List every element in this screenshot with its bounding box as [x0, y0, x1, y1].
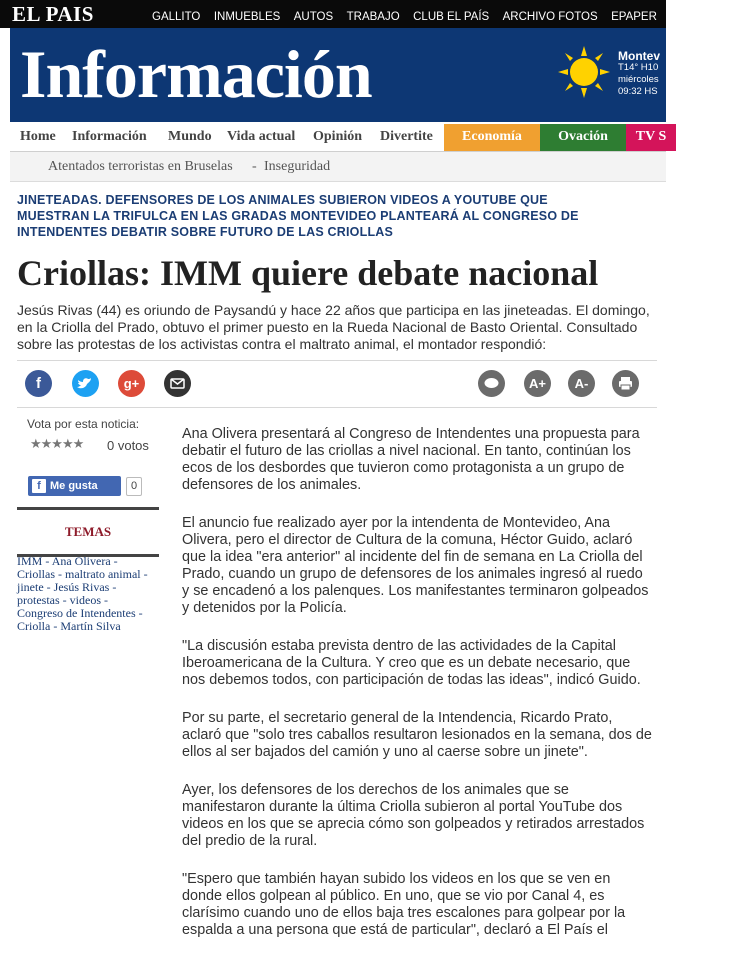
- article-paragraph: Ayer, los defensores de los derechos de los animales que se manifestaron durante la última Criolla subieron al portal YouTube dos videos en los que se aprecia cómo son golpeados y retirados arrestados del predio de la rural.: [182, 782, 645, 849]
- nav-tv-show[interactable]: TV S: [626, 124, 676, 151]
- tema-link[interactable]: Criolla: [17, 619, 51, 633]
- article-paragraph: Por su parte, el secretario general de la Intendencia, Ricardo Prato, aclaró que "solo tres caballos resultaron lesionados en la semana, dos de ellos al ser bajados del camión y uno al caerse sobre un jinete".: [182, 710, 652, 760]
- facebook-icon[interactable]: f: [25, 370, 52, 397]
- facebook-like-icon: f: [32, 479, 46, 493]
- nav-mundo[interactable]: Mundo: [168, 129, 212, 144]
- weather-city: Montev: [618, 49, 660, 63]
- tema-link[interactable]: jinete: [17, 580, 44, 594]
- weather-day: miércoles: [618, 74, 659, 85]
- weather-widget[interactable]: [618, 50, 660, 98]
- nav-informacion[interactable]: Información: [72, 129, 147, 144]
- font-decrease-icon[interactable]: A-: [568, 370, 595, 397]
- top-bar: [0, 0, 725, 28]
- weather-temp: T14° H10: [618, 62, 659, 73]
- google-plus-icon[interactable]: g+: [118, 370, 145, 397]
- facebook-like-count: 0: [126, 477, 142, 496]
- comment-icon[interactable]: [478, 370, 505, 397]
- article-kicker: JINETEADAS. DEFENSORES DE LOS ANIMALES SUBIERON VIDEOS A YOUTUBE QUE MUESTRAN LA TRIFULCA EN LAS GRADAS MONTEVIDEO PLANTEARÁ AL CONGRESO DE INTENDENTES DEBATIR SOBRE FUTURO DE LAS CRIOLLAS: [17, 193, 579, 239]
- topics-bar: [10, 152, 666, 182]
- tema-link[interactable]: Ana Olivera: [51, 554, 111, 568]
- article-paragraph: "La discusión estaba prevista dentro de las actividades de la Capital Iberoamericana de la Cultura. Y creo que es un debate necesario, que nos debemos todos, con participación de todas las ideas", indicó Guido.: [182, 638, 641, 688]
- email-icon[interactable]: [164, 370, 191, 397]
- vote-label: Vota por esta noticia:: [27, 417, 140, 431]
- tema-link[interactable]: Jesús Rivas: [53, 580, 110, 594]
- tema-link[interactable]: Criollas: [17, 567, 55, 581]
- font-increase-icon[interactable]: A+: [524, 370, 551, 397]
- topnav-autos[interactable]: AUTOS: [293, 11, 334, 23]
- weather-time: 09:32 HS: [618, 86, 658, 97]
- topnav-inmuebles[interactable]: INMUEBLES: [213, 11, 281, 23]
- article-body: [182, 426, 652, 960]
- nav-divertite[interactable]: Divertite: [380, 129, 433, 144]
- topnav-gallito[interactable]: GALLITO: [152, 11, 201, 23]
- temas-list: IMM - Ana Olivera - Criollas - maltrato animal - jinete - Jesús Rivas - protestas - videos - Congreso de Intendentes - Criolla - Martín Silva: [17, 554, 148, 633]
- tema-link[interactable]: maltrato animal: [65, 567, 141, 581]
- tema-link[interactable]: Congreso de Intendentes: [17, 606, 136, 620]
- rating-stars[interactable]: ★★★★★: [30, 436, 84, 451]
- topnav-epaper[interactable]: EPAPER: [611, 11, 657, 23]
- facebook-like-label: Me gusta: [50, 480, 98, 492]
- topic-separator: -: [252, 159, 257, 174]
- topic-inseguridad[interactable]: Inseguridad: [264, 159, 331, 174]
- article-paragraph: Ana Olivera presentará al Congreso de Intendentes una propuesta para debatir el futuro de las criollas a nivel nacional. En tanto, continúan los ecos de los desbordes que tuvieron como protagonista a un grupo de defensores de los animales.: [182, 426, 640, 493]
- topnav-club[interactable]: CLUB EL PAÍS: [413, 11, 490, 23]
- article-lead: Jesús Rivas (44) es oriundo de Paysandú y hace 22 años que participa en las jineteadas. El domingo, en la Criolla del Prado, obtuvo el primer puesto en la Rueda Nacional de Basto Oriental. Consultado sobre las protestas de los activistas contra el maltrato animal, el montador respondió:: [17, 302, 650, 352]
- article-headline: Criollas: IMM quiere debate nacional: [17, 253, 599, 293]
- topnav-trabajo[interactable]: TRABAJO: [346, 11, 400, 23]
- article-paragraph: El anuncio fue realizado ayer por la intendenta de Montevideo, Ana Olivera, pero el director de Cultura de la comuna, Héctor Guido, aclaró que la idea "era anterior" al incidente del fin de semana en La Criolla del Prado, cuando un grupo de defensores de los animales ingresó al ruedo y se encadenó a los palenques. Los manifestantes terminaron golpeados y detenidos por la Policía.: [182, 515, 649, 616]
- el-pais-logo[interactable]: EL PAIS: [12, 2, 94, 26]
- nav-home[interactable]: Home: [20, 129, 56, 144]
- article-paragraph: "Espero que también hayan subido los videos en los que se ven en donde ellos golpean al público. En uno, que se vio por Canal 4, es clarísimo cuando uno de ellos baja tres escalones para golpear por la espalda a una persona que está de particular", declaró a El País el: [182, 871, 626, 938]
- print-icon[interactable]: [612, 370, 639, 397]
- masthead: [10, 28, 666, 122]
- nav-economia[interactable]: Economía: [444, 124, 540, 151]
- tema-link[interactable]: videos: [69, 593, 101, 607]
- nav-ovacion[interactable]: Ovación: [540, 124, 626, 151]
- nav-opinion[interactable]: Opinión: [313, 129, 363, 144]
- vote-count: 0 votos: [107, 438, 149, 453]
- sun-icon: [558, 46, 610, 98]
- tema-link[interactable]: IMM: [17, 554, 43, 568]
- masthead-title[interactable]: Información: [20, 36, 372, 112]
- twitter-icon[interactable]: [72, 370, 99, 397]
- nav-vida-actual[interactable]: Vida actual: [227, 129, 296, 144]
- facebook-like-button[interactable]: [28, 476, 121, 496]
- topic-bruselas[interactable]: Atentados terroristas en Bruselas: [48, 159, 233, 174]
- share-bar: [17, 360, 657, 408]
- tema-link[interactable]: protestas: [17, 593, 60, 607]
- topnav-archivo-fotos[interactable]: ARCHIVO FOTOS: [502, 11, 598, 23]
- topnav-rurales[interactable]: RURALES: [670, 11, 725, 23]
- temas-header: [17, 507, 159, 557]
- section-nav: [10, 124, 666, 152]
- tema-link[interactable]: Martín Silva: [60, 619, 121, 633]
- temas-title: TEMAS: [64, 524, 112, 539]
- top-nav: [152, 7, 734, 25]
